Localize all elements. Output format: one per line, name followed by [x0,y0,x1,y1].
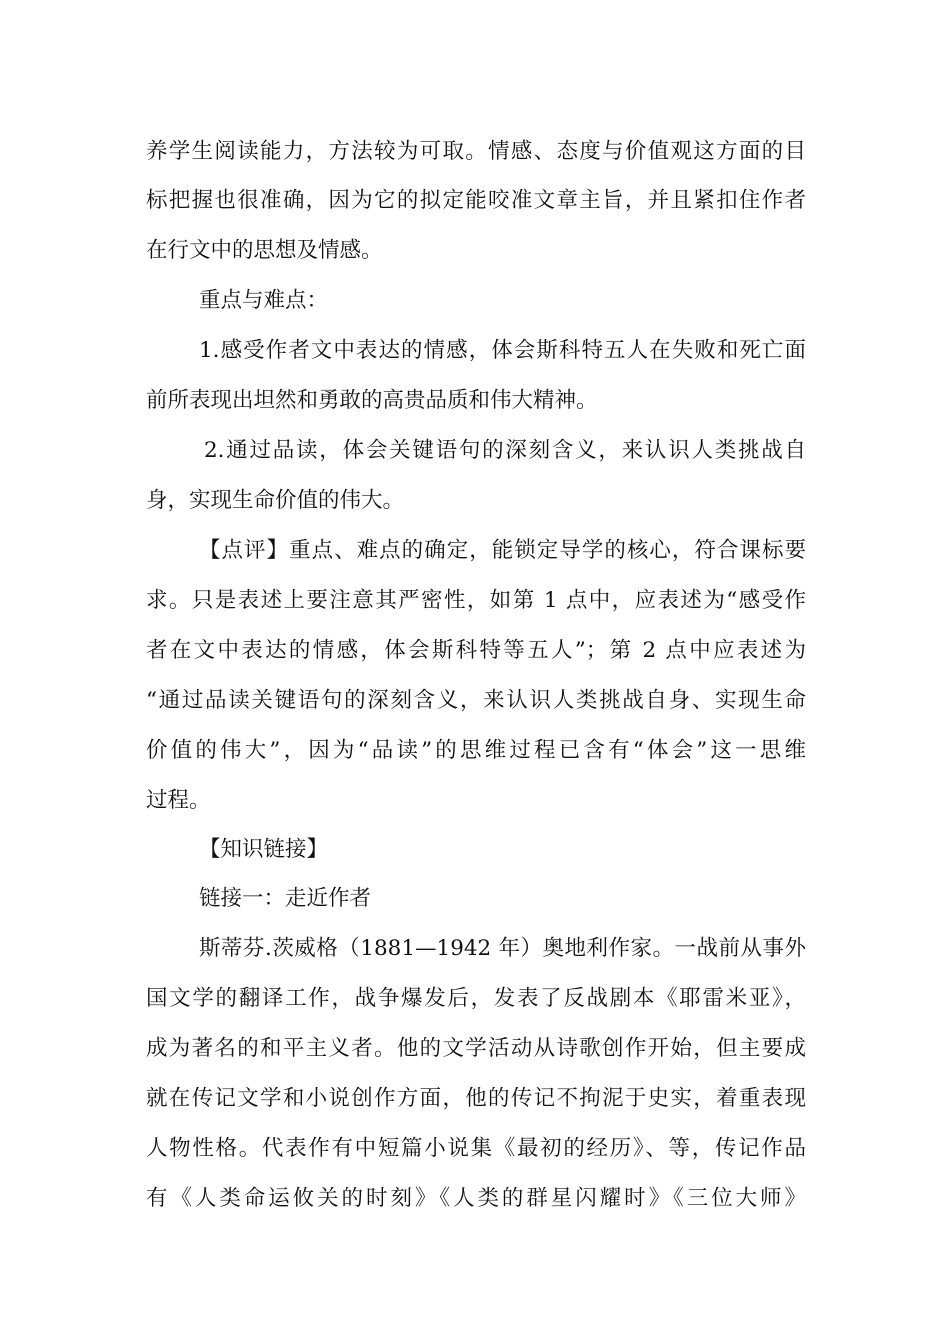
text-line-2: 标把握也很准确，因为它的拟定能咬准文章主旨，并且紧扣住作者 [146,188,806,213]
section-heading-key-points: 重点与难点： [199,288,329,313]
section-heading-knowledge-link: 【知识链接】 [199,837,329,862]
text-line-21: 人物性格。代表作有中短篇小说集《最初的经历》、等，传记作品 [146,1136,806,1161]
text-line-19: 成为著名的和平主义者。他的文学活动从诗歌创作开始，但主要成 [146,1036,806,1061]
text-line-9: 【点评】重点、难点的确定，能锁定导学的核心，符合课标要 [199,538,806,563]
text-line-13: 价值的伟大”，因为“品读”的思维过程已含有“体会”这一思维 [146,738,806,763]
text-line-1: 养学生阅读能力，方法较为可取。情感、态度与价值观这方面的目 [146,139,806,164]
text-line-7: 2.通过品读，体会关键语句的深刻含义，来认识人类挑战自 [204,438,806,463]
text-line-6: 前所表现出坦然和勇敢的高贵品质和伟大精神。 [146,388,598,413]
text-line-22: 有《人类命运攸关的时刻》《人类的群星闪耀时》《三位大师》 [146,1186,806,1211]
text-line-20: 就在传记文学和小说创作方面，他的传记不拘泥于史实，着重表现 [146,1086,806,1111]
text-line-11: 者在文中表达的情感，体会斯科特等五人”；第 2 点中应表述为 [146,638,806,663]
text-line-10: 求。只是表述上要注意其严密性，如第 1 点中，应表述为“感受作 [146,588,806,613]
text-line-5: 1.感受作者文中表达的情感，体会斯科特五人在失败和死亡面 [199,338,806,363]
text-line-3: 在行文中的思想及情感。 [146,238,383,263]
text-line-18: 国文学的翻译工作，战争爆发后，发表了反战剧本《耶雷米亚》， [146,986,806,1011]
text-line-12: “通过品读关键语句的深刻含义，来认识人类挑战自身、实现生命 [146,688,806,713]
text-line-17: 斯蒂芬.茨威格（1881—1942 年）奥地利作家。一战前从事外 [199,936,806,961]
text-line-14: 过程。 [146,788,211,813]
text-line-8: 身，实现生命价值的伟大。 [146,488,405,513]
subheading-link-one: 链接一：走近作者 [199,886,372,911]
